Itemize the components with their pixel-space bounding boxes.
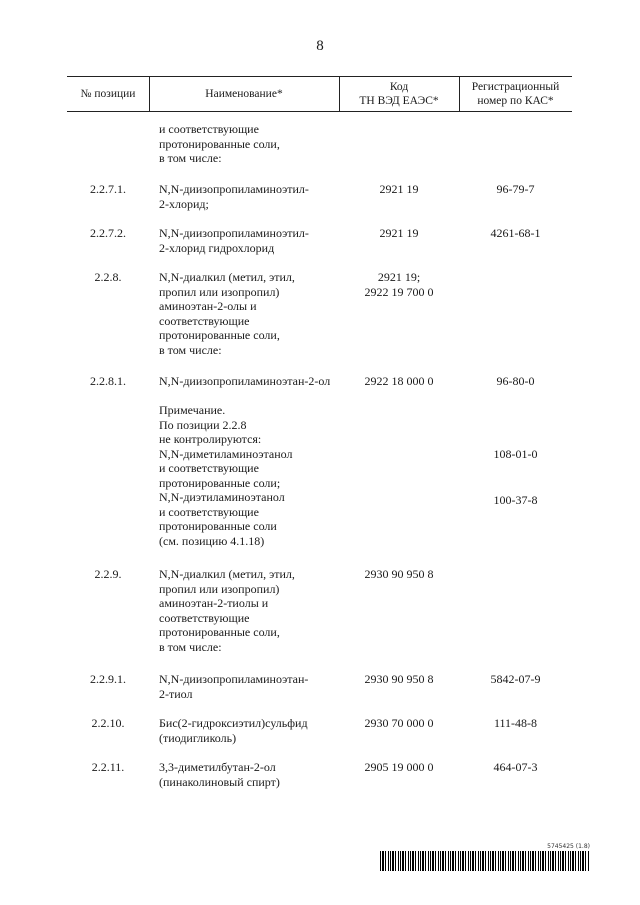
header-code: Код ТН ВЭД ЕАЭС* (359, 81, 439, 107)
header-name: Наименование* (205, 88, 283, 100)
row-name: Бис(2-гидроксиэтил)сульфид (тиодигликоль) (159, 716, 308, 745)
row-name: N,N-диалкил (метил, этил, пропил или изопропил) аминоэтан-2-олы и соответствующие протонированные соли, в том числе: (159, 270, 295, 357)
row-cas: 5842-07-9 (490, 672, 541, 686)
page-number: 8 (316, 38, 324, 54)
row-cas: 96-79-7 (496, 182, 535, 196)
note-cas-dimethyl: 108-01-0 (493, 447, 538, 461)
row-cas: 464-07-3 (493, 760, 538, 774)
row-name: N,N-диизопропиламиноэтил- 2-хлорид гидрохлорид (159, 226, 309, 255)
row-position: 2.2.8. (94, 270, 122, 284)
table-header (67, 76, 572, 112)
header-cas: Регистрационный номер по КАС* (471, 81, 560, 107)
row-cas: 4261-68-1 (490, 226, 541, 240)
note-cas-diethyl: 100-37-8 (493, 493, 538, 507)
header-position: № позиции (80, 88, 136, 100)
row-name: N,N-диизопропиламиноэтил- 2-хлорид; (159, 182, 309, 211)
row-name: N,N-диизопропиламиноэтан-2-ол (159, 374, 331, 388)
row-code: 2905 19 000 0 (364, 760, 434, 774)
row-position: 2.2.7.2. (90, 226, 126, 240)
row-position: 2.2.11. (91, 760, 125, 774)
row-name: N,N-диалкил (метил, этил, пропил или изопропил) аминоэтан-2-тиолы и соответствующие протонированные соли, в том числе: (159, 567, 295, 654)
row-code: 2921 19 (379, 182, 419, 196)
row-position: 2.2.9.1. (90, 672, 126, 686)
row-code: 2922 18 000 0 (364, 374, 434, 388)
row-cas: 96-80-0 (496, 374, 535, 388)
row-code: 2921 19; 2922 19 700 0 (364, 270, 434, 299)
row-code: 2930 70 000 0 (364, 716, 434, 730)
row-position: 2.2.8.1. (90, 374, 126, 388)
row-position: 2.2.10. (91, 716, 125, 730)
row-name: и соответствующие протонированные соли, в том числе: (159, 122, 280, 165)
row-position: 2.2.7.1. (90, 182, 126, 196)
row-name: N,N-диизопропиламиноэтан- 2-тиол (159, 672, 309, 701)
row-code: 2921 19 (379, 226, 419, 240)
row-code: 2930 90 950 8 (364, 567, 434, 581)
row-cas: 111-48-8 (493, 716, 538, 730)
row-position: 2.2.9. (94, 567, 122, 581)
row-code: 2930 90 950 8 (364, 672, 434, 686)
barcode-icon (380, 851, 590, 871)
row-name: 3,3-диметилбутан-2-ол (пинаколиновый спирт) (159, 760, 280, 789)
document-stamp: 5745425 (1.8) (547, 843, 590, 850)
note-text: Примечание. По позиции 2.2.8 не контролируются: N,N-диметиламиноэтанол и соответствующие протонированные соли; N,N-диэтиламиноэтанол и соответствующие протонированные соли (см. позицию 4.1.18) (159, 403, 293, 548)
